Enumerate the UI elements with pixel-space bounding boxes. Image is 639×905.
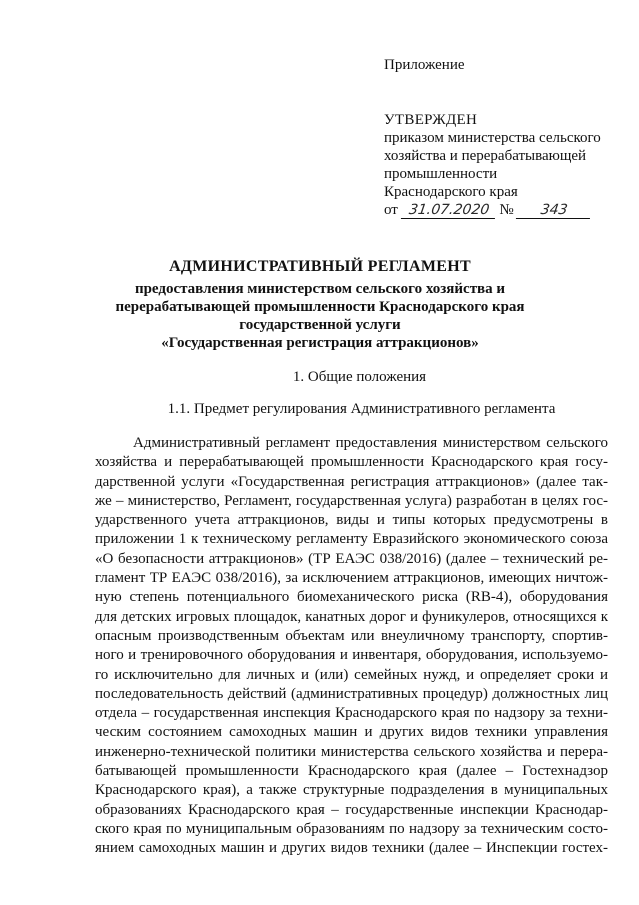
body-line: янием самоходных машин и других видов техники (далее – Инспекции гостех- bbox=[95, 840, 608, 857]
body-line: хозяйства и перерабатывающей промышленности Краснодарского края госу- bbox=[95, 454, 608, 471]
body-line: отдела – государственная инспекция Краснодарского края по надзору за техни- bbox=[95, 705, 608, 722]
body-line: Административный регламент предоставления министерством сельского bbox=[133, 435, 608, 451]
approval-line: промышленности bbox=[384, 166, 498, 182]
handwritten-number: 343 bbox=[516, 203, 592, 219]
body-line: ческим состоянием самоходных машин и других видов техники управления bbox=[95, 724, 608, 741]
order-date-number bbox=[384, 201, 624, 221]
body-line: го исключительно для личных и (или) семейных нужд, и определяет сроки и bbox=[95, 666, 608, 683]
number-prefix: № bbox=[499, 202, 514, 218]
body-line: ского края по муниципальным образованиям по надзору за техническим состо- bbox=[95, 820, 608, 837]
appendix-label: Приложение bbox=[384, 57, 465, 73]
title-subline: предоставления министерством сельского хозяйства и bbox=[134, 281, 506, 297]
section-heading-subject: 1.1. Предмет регулирования Административного регламента bbox=[167, 401, 556, 417]
body-line: последовательность действий (административных процедур) должностных лиц bbox=[95, 685, 608, 702]
handwritten-date: 31.07.2020 bbox=[400, 203, 496, 219]
body-line: ную степень потенциального биомеханического риска (RB-4), оборудования bbox=[95, 589, 608, 606]
body-paragraph bbox=[95, 434, 608, 859]
body-line: же – министерство, Регламент, государственная услуга) разработан в целях гос- bbox=[95, 492, 608, 509]
approval-line: Краснодарского края bbox=[384, 184, 518, 200]
body-line: Краснодарского края), а также структурные подразделения в муниципальных bbox=[95, 782, 608, 799]
body-line: приложении 1 к техническому регламенту Евразийского экономического союза bbox=[95, 531, 608, 548]
title-subline: перерабатывающей промышленности Краснодарского края bbox=[115, 299, 525, 315]
title-subline: «Государственная регистрация аттракционов» bbox=[161, 335, 479, 351]
document-title: АДМИНИСТРАТИВНЫЙ РЕГЛАМЕНТ bbox=[169, 258, 471, 275]
body-line: батывающей промышленности Краснодарского края (далее – Гостехнадзор bbox=[95, 763, 608, 780]
body-line: опасным производственным объектам или внеуличному транспорту, спортив- bbox=[95, 627, 608, 644]
document-title-block bbox=[20, 258, 620, 352]
approval-stamp-block bbox=[384, 56, 624, 221]
body-line: ударственного учета аттракционов, виды и типы которых предусмотрены в bbox=[95, 512, 608, 529]
title-subline: государственной услуги bbox=[239, 317, 401, 333]
body-line: для детских игровых площадок, канатных дорог и фуникулеров, относящихся к bbox=[95, 608, 608, 625]
body-line: гламент ТР ЕАЭС 038/2016), за исключением аттракционов, имеющих ничтож- bbox=[95, 570, 608, 587]
approved-label: УТВЕРЖДЕН bbox=[384, 112, 478, 128]
body-line: «О безопасности аттракционов» (ТР ЕАЭС 038/2016) (далее – технический ре- bbox=[95, 550, 608, 567]
date-prefix: от bbox=[384, 202, 398, 218]
body-line: ного и тренировочного оборудования и инвентаря, оборудования, используемо- bbox=[95, 647, 608, 664]
approval-line: приказом министерства сельского bbox=[384, 130, 601, 146]
body-line: образованиях Краснодарского края – государственные инспекции Краснодар- bbox=[95, 801, 608, 818]
approval-line: хозяйства и перерабатывающей bbox=[384, 148, 587, 164]
section-heading-general: 1. Общие положения bbox=[292, 369, 427, 385]
body-line: дарственной услуги «Государственная регистрация аттракционов» (далее так- bbox=[95, 473, 608, 490]
body-line: инженерно-технической политики министерства сельского хозяйства и перера- bbox=[95, 743, 608, 760]
